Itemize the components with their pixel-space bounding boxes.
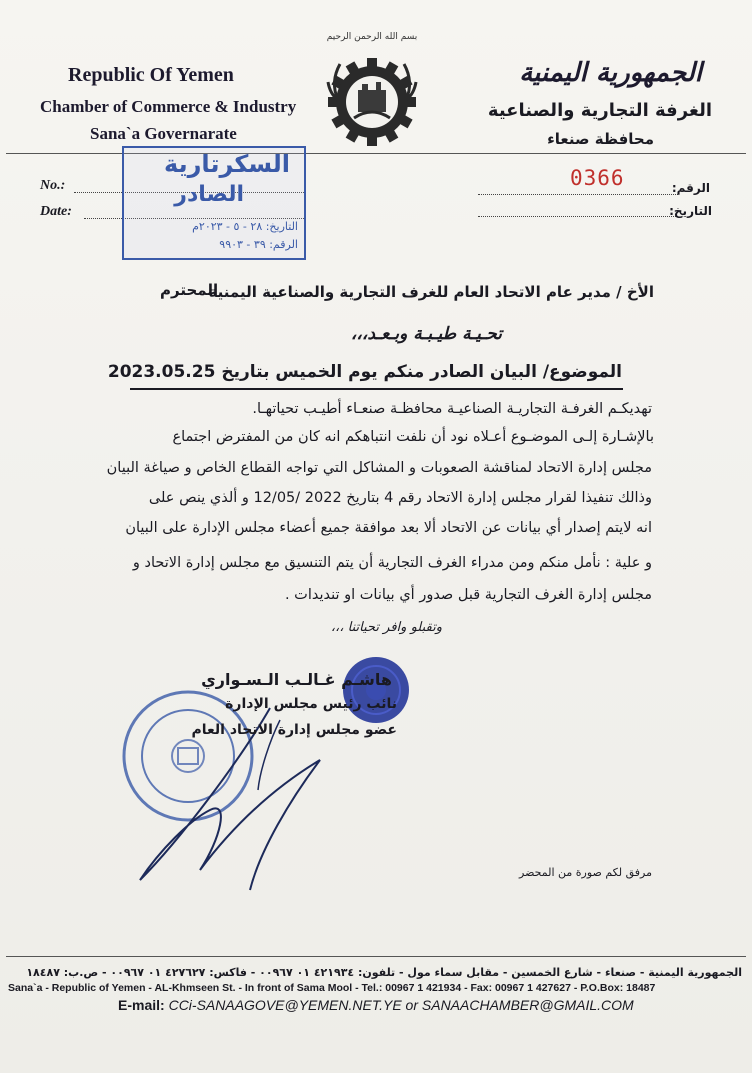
signatory-name: هاشـم غـالـب الـسـواري [201,670,392,689]
stamp-outgoing: الصادر [174,182,244,207]
attachment-note: مرفق لكم صورة من المحضر [519,866,652,879]
respected-label: المحترم [160,281,219,299]
header-en-governorate: Sana`a Governarate [90,124,237,143]
header-en-chamber: Chamber of Commerce & Industry [40,97,297,116]
subject-underline [130,388,623,390]
logo-emblem-icon [322,44,422,162]
paragraph-line: انه لايتم إصدار أي بيانات عن الاتحاد ألا بعد موافقة جميع أعضاء مجلس الإدارة على البيان [125,520,652,536]
signatory-title-2: عضو مجلس إدارة الاتحاد العام [191,722,397,738]
addressee: الأخ / مدير عام الاتحاد العام للغرف التجارية والصناعية اليمنية [208,283,654,301]
paragraph-line: بالإشـارة إلـى الموضـوع أعـلاه نود أن نلفت انتباهكم انه كان من المفترض اجتماع [172,429,654,445]
subject-line: الموضوع/ البيان الصادر منكم يوم الخميس بتاريخ 2023.05.25 [107,362,622,382]
header-en-country: Republic Of Yemen [68,64,234,86]
paragraph-line: مجلس إدارة الغرف التجارية قبل صدور أي بيانات او تنديدات . [284,587,652,603]
ref-ar-no-label: الرقم: [671,181,710,195]
footer-en-address: Sana`a - Republic of Yemen - AL-Khmseen St. - In front of Sama Mool - Tel.: 00967 1 421934 - Fax: 00967 1 427627 - P.O.Box: 18487 [8,982,656,994]
ar-date-line [478,216,678,217]
closing-line: وتقبلو وافر تحياتنا ،،، [330,620,442,635]
email-primary: CCi-SANAAGOVE@YEMEN.NET.YE [168,997,402,1013]
ref-ar-date-label: التاريخ: [669,204,712,218]
footer-ar-address: الجمهورية اليمنية - صنعاء - شارع الخمسين - مقابل سماء مول - تلفون: ٤٢١٩٣٤ ٠١ ٠٠٩٦٧ - فاكس: ٤٢٧٦٢٧ ٠١ ٠٠٩٦٧ - ص.ب: ١٨٤٨٧ [26,966,742,979]
stamp-date: التاريخ: ٢٨ - ٥ - ٢٠٢٣م [192,220,298,233]
paragraph-line: مجلس إدارة الاتحاد لمناقشة الصعوبات و المشاكل التي تواجه القطاع الخاص و صياغة البيان [106,460,652,476]
email-secondary: SANAACHAMBER@GMAIL.COM [421,997,634,1013]
greeting: تحـيـة طيـبـة وبـعـد،،، [350,324,502,344]
chamber-logo [322,30,422,160]
header-divider [6,153,746,154]
logo-bismillah: بسم الله الرحمن الرحيم [326,32,418,42]
header-ar-country: الجمهورية اليمنية [519,58,702,88]
paragraph-line: و علية : نأمل منكم ومن مدراء الغرف التجارية أن يتم التنسيق مع مجلس إدارة الاتحاد و [132,555,652,571]
paragraph-line: تهديكـم الغرفـة التجاريـة الصناعيـة محافظـة صنعـاء أطيـب تحياتهـا. [252,401,652,417]
email-or: or [405,997,418,1013]
footer-divider [6,956,746,957]
doc-number: 0366 [570,166,625,190]
stamp-number: الرقم: ٣٩ - ٩٩٠٣ [219,238,298,251]
ref-no-label: No.: [40,178,66,193]
paragraph-line: وذالك تنفيذا لقرار مجلس إدارة الاتحاد رقم 4 بتاريخ 2022 /12/05 و ألذي ينص على [148,490,652,506]
registry-stamp [122,146,306,260]
footer-email [118,997,634,1013]
signatory-title-1: نائب رئيس مجلس الإدارة [225,696,397,712]
ar-no-line [478,194,678,195]
header-ar-governorate: محافظة صنعاء [547,130,654,148]
header-ar-chamber: الغرفة التجارية والصناعية [487,100,712,121]
ref-date-label: Date: [40,204,72,219]
stamp-secretariat: السكرتارية [164,150,290,178]
email-label: E-mail: [118,997,165,1013]
